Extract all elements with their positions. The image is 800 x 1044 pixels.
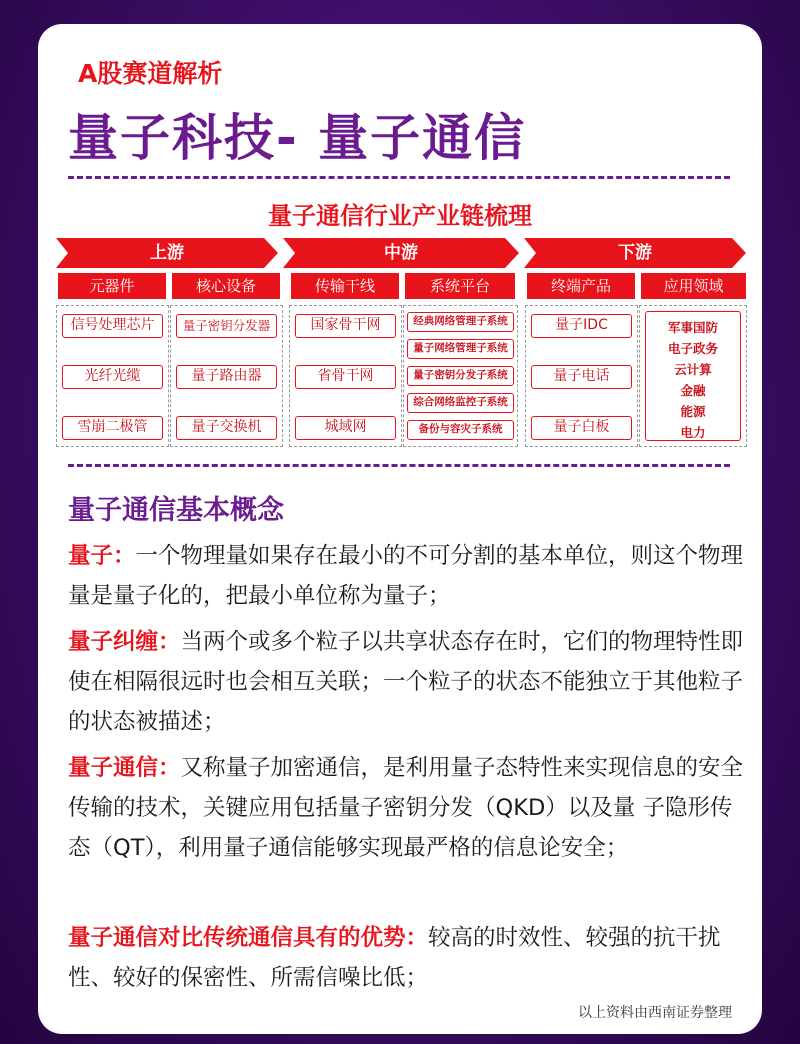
node-platform: 综合网络监控子系统 — [407, 393, 514, 413]
application-item: 金融 — [680, 383, 706, 398]
application-item: 云计算 — [674, 362, 712, 377]
category-terminals: 终端产品 — [527, 273, 635, 299]
stage-label: 下游 — [618, 243, 652, 263]
concept-advantages — [68, 918, 744, 998]
node-trunk: 国家骨干网 — [295, 314, 396, 338]
node-trunk: 城域网 — [295, 416, 396, 440]
stage-label: 上游 — [150, 243, 184, 263]
column-trunks — [289, 305, 402, 447]
node-terminal: 量子白板 — [531, 416, 632, 440]
chain-title: 量子通信行业产业链梳理 — [268, 202, 532, 230]
node-platform: 备份与容灾子系统 — [407, 420, 514, 440]
stage-upstream — [56, 238, 278, 268]
concept-communication — [68, 748, 744, 868]
concept-entanglement — [68, 622, 744, 742]
concept-term: 量子： — [68, 543, 136, 569]
stage-downstream — [524, 238, 746, 268]
category-platforms: 系统平台 — [405, 273, 515, 299]
application-item: 电力 — [680, 425, 706, 440]
category-trunks: 传输干线 — [291, 273, 399, 299]
node-device: 量子路由器 — [176, 365, 277, 389]
page-title: 量子科技- 量子通信 — [68, 109, 527, 167]
category-components: 元器件 — [58, 273, 166, 299]
concepts-title: 量子通信基本概念 — [68, 495, 284, 526]
node-device: 量子交换机 — [176, 416, 277, 440]
concept-text: 一个物理量如果存在最小的不可分割的基本单位，则这个物理量是量子化的，把最小单位称为量子； — [68, 543, 744, 609]
application-item: 电子政务 — [667, 341, 718, 356]
application-item: 军事国防 — [667, 320, 718, 335]
column-devices — [170, 305, 283, 447]
node-component: 雪崩二极管 — [62, 416, 163, 440]
column-components — [56, 305, 169, 447]
column-applications — [639, 305, 747, 447]
node-terminal: 量子IDC — [531, 314, 632, 338]
concept-text: 又称量子加密通信，是利用量子态特性来实现信息的安全传输的技术，关键应用包括量子密钥分发（QKD）以及量 子隐形传态（QT），利用量子通信能够实现最严格的信息论安全； — [68, 755, 744, 861]
concept-term: 量子通信： — [68, 755, 181, 781]
column-terminals — [525, 305, 638, 447]
applications-box — [645, 311, 741, 441]
category-devices: 核心设备 — [172, 273, 280, 299]
stage-midstream — [283, 238, 519, 268]
concept-text: 当两个或多个粒子以共享状态存在时，它们的物理特性即使在相隔很远时也会相互关联；一个粒子的状态不能独立于其他粒子的状态被描述； — [68, 629, 744, 735]
node-trunk: 省骨干网 — [295, 365, 396, 389]
kicker-label: A股赛道解析 — [78, 59, 223, 88]
source-note: 以上资料由西南证券整理 — [578, 1005, 732, 1021]
node-platform: 量子网络管理子系统 — [407, 339, 514, 359]
stage-label: 中游 — [384, 243, 418, 263]
node-component: 光纤光缆 — [62, 365, 163, 389]
divider-bottom — [68, 464, 730, 467]
concept-term: 量子纠缠： — [68, 629, 181, 655]
node-platform: 量子密钥分发子系统 — [407, 366, 514, 386]
concept-term: 量子通信对比传统通信具有的优势： — [68, 925, 429, 951]
concept-text: 较高的时效性、较强的抗干扰性、较好的保密性、所需信噪比低； — [68, 925, 721, 991]
node-platform: 经典网络管理子系统 — [407, 312, 514, 332]
application-item: 能源 — [680, 404, 706, 419]
node-component: 信号处理芯片 — [62, 314, 163, 338]
concept-quantum — [68, 536, 744, 616]
node-terminal: 量子电话 — [531, 365, 632, 389]
column-platforms — [403, 305, 518, 447]
content-card — [38, 24, 762, 1034]
category-applications: 应用领域 — [641, 273, 746, 299]
node-device: 量子密钥分发器 — [176, 314, 277, 338]
divider-top — [68, 176, 730, 179]
